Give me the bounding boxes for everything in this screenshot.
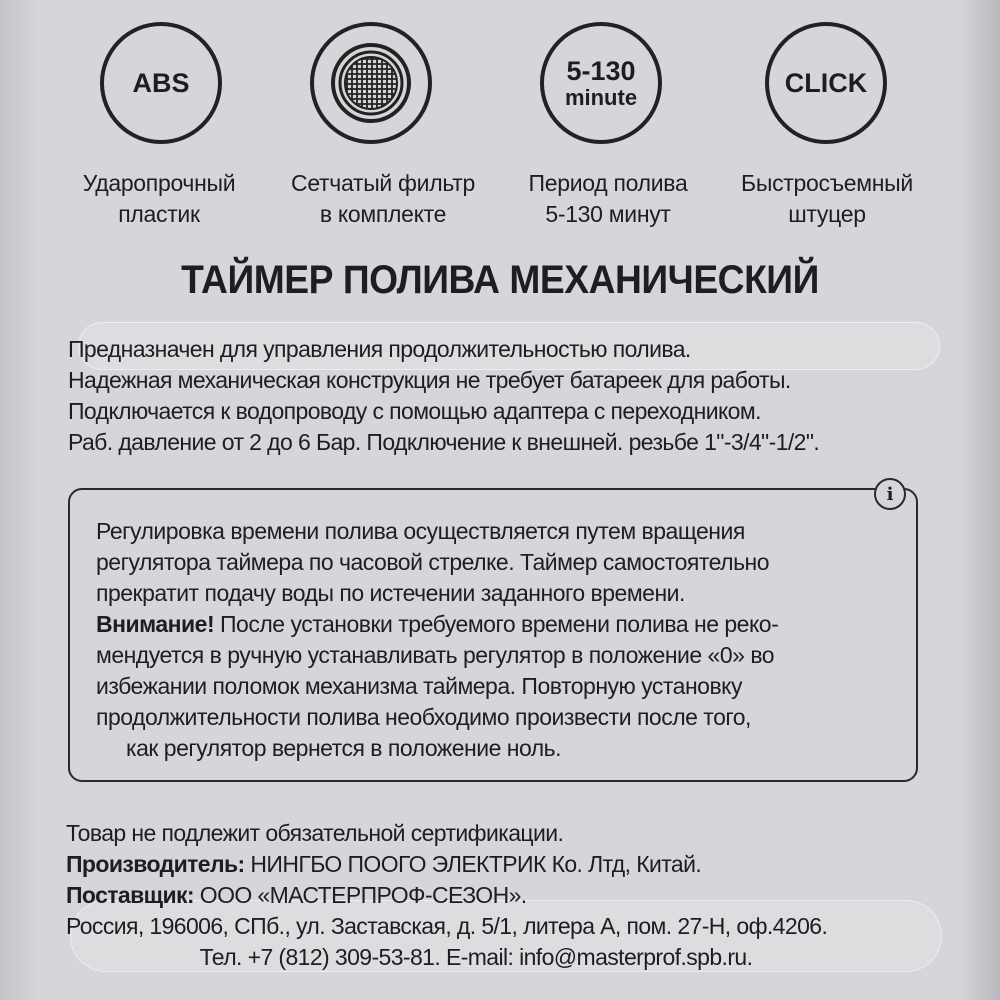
caption-line: Период полива bbox=[528, 170, 688, 196]
feature-caption bbox=[268, 168, 498, 230]
info-line: мендуется в ручную устанавливать регулятор в положение «0» во bbox=[96, 642, 775, 668]
contacts: Тел. +7 (812) 309-53-81. E-mail: info@masterprof.spb.ru. bbox=[199, 944, 753, 970]
supplier-label: Поставщик: bbox=[66, 882, 194, 908]
info-icon: i bbox=[874, 478, 906, 510]
info-line: как регулятор вернется в положение ноль. bbox=[126, 735, 562, 761]
caption-line: Сетчатый фильтр bbox=[291, 170, 475, 196]
warning-text: После установки требуемого времени полива не реко- bbox=[214, 611, 779, 637]
badge-subtext: minute bbox=[564, 84, 638, 110]
supplier-value: ООО «МАСТЕРПРОФ-СЕЗОН». bbox=[193, 882, 527, 908]
mesh-filter-graphic bbox=[329, 41, 413, 125]
description-line: Надежная механическая конструкция не требует батареек для работы. bbox=[68, 367, 791, 393]
certification-note: Товар не подлежит обязательной сертификации. bbox=[66, 820, 564, 846]
manufacturer-value: НИНГБО ПООГО ЭЛЕКТРИК Ко. Лтд, Китай. bbox=[244, 851, 702, 877]
caption-line: штуцер bbox=[788, 201, 866, 227]
footer bbox=[66, 818, 886, 973]
info-line: прекратит подачу воды по истечении заданного времени. bbox=[96, 580, 685, 606]
warning-label: Внимание! bbox=[96, 611, 215, 637]
caption-line: Быстросъемный bbox=[741, 170, 913, 196]
mesh-filter-icon bbox=[310, 22, 432, 144]
warning-line bbox=[96, 609, 896, 640]
click-badge-icon bbox=[765, 22, 887, 144]
product-description bbox=[68, 334, 819, 458]
description-line: Подключается к водопроводу с помощью адаптера с переходником. bbox=[68, 398, 761, 424]
feature-caption bbox=[712, 168, 942, 230]
feature-caption bbox=[44, 168, 274, 230]
manufacturer-line bbox=[66, 849, 886, 880]
caption-line: пластик bbox=[118, 201, 200, 227]
description-line: Раб. давление от 2 до 6 Бар. Подключение к внешней. резьбе 1"-3/4"-1/2". bbox=[68, 429, 820, 455]
badge-text: 5-130 bbox=[566, 55, 636, 86]
packaging-edge-left bbox=[0, 0, 38, 1000]
info-text bbox=[96, 516, 896, 764]
manufacturer-label: Производитель: bbox=[66, 851, 245, 877]
caption-line: в комплекте bbox=[319, 201, 447, 227]
badge-text: ABS bbox=[132, 67, 190, 98]
description-line: Предназначен для управления продолжительностью полива. bbox=[68, 336, 691, 362]
info-line: избежании поломок механизма таймера. Повторную установку bbox=[96, 673, 742, 699]
period-badge-icon bbox=[540, 22, 662, 144]
packaging-edge-right bbox=[960, 0, 1000, 1000]
feature-caption bbox=[493, 168, 723, 230]
address: Россия, 196006, СПб., ул. Заставская, д. 5/1, литера А, пом. 27-Н, оф.4206. bbox=[66, 913, 828, 939]
info-line: продолжительности полива необходимо произвести после того, bbox=[96, 704, 751, 730]
info-line: регулятора таймера по часовой стрелке. Таймер самостоятельно bbox=[96, 549, 770, 575]
caption-line: Ударопрочный bbox=[82, 170, 236, 196]
badge-text: CLICK bbox=[784, 67, 868, 98]
info-line: Регулировка времени полива осуществляется путем вращения bbox=[96, 518, 745, 544]
caption-line: 5-130 минут bbox=[545, 201, 671, 227]
supplier-line bbox=[66, 880, 886, 911]
product-title: ТАЙМЕР ПОЛИВА МЕХАНИЧЕСКИЙ bbox=[181, 258, 819, 302]
abs-badge-icon bbox=[100, 22, 222, 144]
